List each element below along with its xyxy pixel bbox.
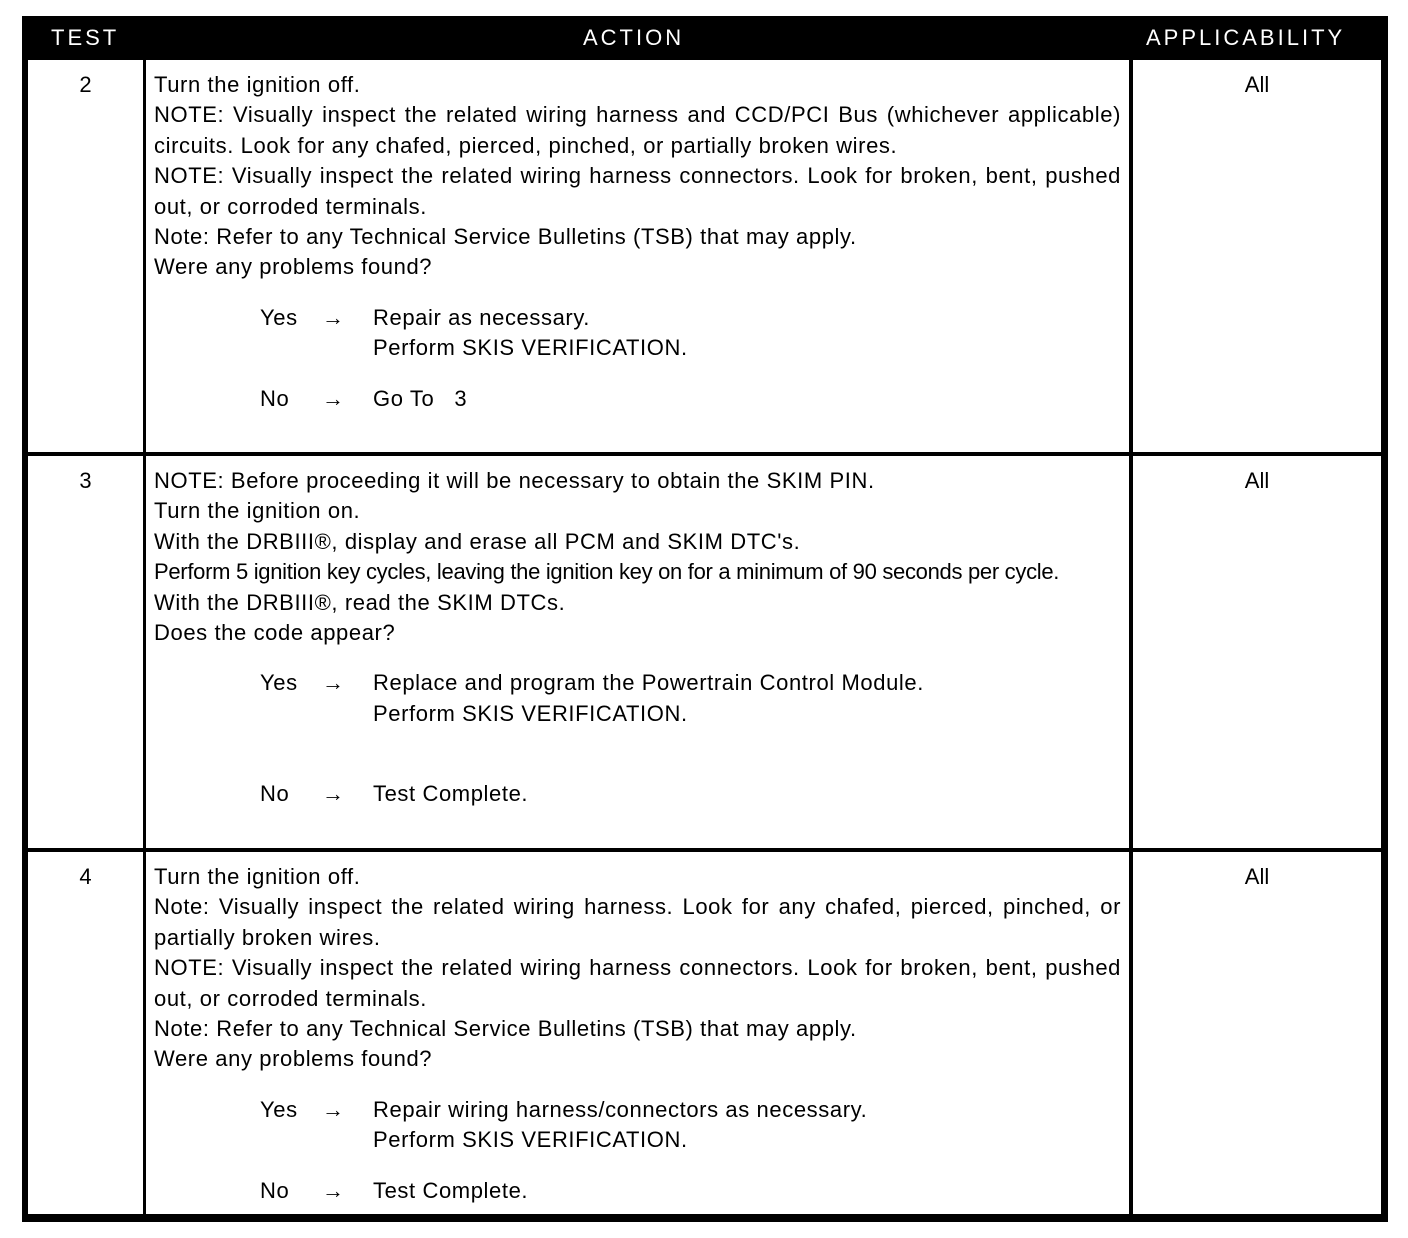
action-line: Were any problems found? [154, 254, 433, 280]
action-line: NOTE: Before proceeding it will be necessary to obtain the SKIM PIN. [154, 468, 875, 493]
yes-label: Yes [260, 670, 298, 696]
yes-result: Replace and program the Powertrain Control Module. [373, 670, 924, 696]
test-number: 3 [79, 468, 92, 493]
action-line: Note: Refer to any Technical Service Bulletins (TSB) that may apply. [154, 224, 857, 250]
diagnostic-table [22, 16, 1388, 1222]
test-number: 2 [79, 72, 92, 97]
applicability-value: All [1244, 864, 1270, 889]
action-line: NOTE: Visually inspect the related wiring harness connectors. Look for broken, bent, pushed out, or corroded terminals. [154, 163, 1121, 219]
header-action: ACTION [583, 25, 685, 50]
action-cell [146, 456, 1129, 848]
applicability-value: All [1244, 468, 1270, 493]
action-line: NOTE: Visually inspect the related wiring harness connectors. Look for broken, bent, pushed out, or corroded terminals. [154, 955, 1121, 1011]
yes-label: Yes [260, 1096, 298, 1122]
right-arrow-icon: → [322, 385, 345, 411]
action-line: Turn the ignition on. [154, 498, 361, 524]
no-result: Test Complete. [373, 781, 529, 807]
test-number: 4 [79, 864, 92, 889]
no-answer [154, 1176, 1121, 1206]
applicability-value: All [1244, 72, 1270, 97]
action-line: Note: Refer to any Technical Service Bulletins (TSB) that may apply. [154, 1016, 857, 1042]
right-arrow-icon: → [322, 781, 345, 807]
yes-answer [154, 668, 1121, 759]
applicability-cell [1133, 852, 1381, 1214]
test-number-cell [28, 60, 143, 452]
right-arrow-icon: → [322, 1177, 345, 1203]
no-label: No [260, 1177, 290, 1203]
action-line: Were any problems found? [154, 1046, 433, 1072]
action-line: Turn the ignition off. [154, 864, 361, 889]
right-arrow-icon: → [322, 304, 345, 330]
yes-result-followup: Perform SKIS VERIFICATION. [373, 335, 688, 361]
action-line: With the DRBIII®, display and erase all PCM and SKIM DTC's. [154, 528, 801, 554]
right-arrow-icon: → [322, 670, 345, 696]
yes-result: Repair as necessary. [373, 304, 591, 330]
action-line: Note: Visually inspect the related wiring harness. Look for any chafed, pierced, pinched, or partially broken wires. [154, 894, 1121, 950]
yes-label: Yes [260, 304, 298, 330]
test-number-cell [28, 456, 143, 848]
action-line: Turn the ignition off. [154, 72, 361, 97]
test-number-cell [28, 852, 143, 1214]
yes-result-followup: Perform SKIS VERIFICATION. [373, 700, 688, 726]
no-result: Go To 3 [373, 385, 468, 411]
applicability-cell [1133, 456, 1381, 848]
action-cell [146, 60, 1129, 452]
no-answer [154, 779, 1121, 809]
no-result: Test Complete. [373, 1177, 529, 1203]
table-header [22, 16, 1388, 58]
action-line: Does the code appear? [154, 620, 396, 646]
action-line: NOTE: Visually inspect the related wiring harness and CCD/PCI Bus (whichever applicable) circuits. Look for any chafed, pierced, pinched, or partially broken wires. [154, 102, 1121, 158]
action-line: With the DRBIII®, read the SKIM DTCs. [154, 589, 566, 615]
action-cell [146, 852, 1129, 1214]
yes-answer [154, 1095, 1121, 1156]
action-line: Perform 5 ignition key cycles, leaving the ignition key on for a minimum of 90 seconds per cycle. [154, 559, 1060, 585]
yes-answer [154, 303, 1121, 364]
header-test: TEST [51, 25, 120, 50]
yes-result: Repair wiring harness/connectors as necessary. [373, 1096, 868, 1122]
header-applicability: APPLICABILITY [1146, 25, 1346, 50]
yes-result-followup: Perform SKIS VERIFICATION. [373, 1127, 688, 1153]
no-label: No [260, 781, 290, 807]
no-label: No [260, 385, 290, 411]
no-answer [154, 384, 1121, 414]
right-arrow-icon: → [322, 1096, 345, 1122]
applicability-cell [1133, 60, 1381, 452]
